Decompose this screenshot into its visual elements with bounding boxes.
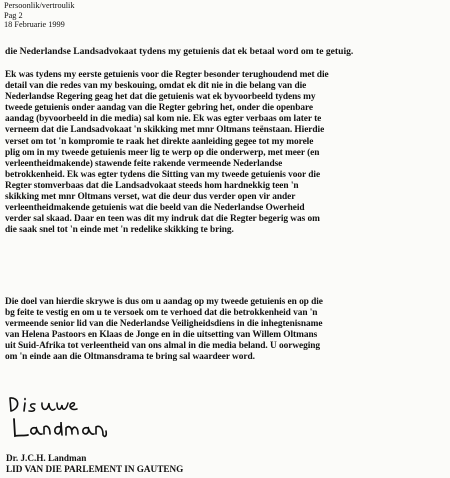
paragraph-line: detail van die redes van my beskouing, omdat ek dit nie in die belang van die (5, 81, 307, 92)
paragraph-line: aandag (byvoorbeeld in die media) sal kom nie. Ek was egter verbaas om later te (5, 114, 322, 125)
confidential-label: Persoonlik/vertroulik (4, 1, 75, 10)
paragraph-line: uit Suid-Afrika tot verleentheid van ons almal in die media beland. U oorweging (5, 341, 321, 352)
signatory-title: LID VAN DIE PARLEMENT IN GAUTENG (6, 464, 184, 474)
page-number: Pag 2 (4, 10, 23, 20)
handwritten-signature (6, 392, 126, 442)
paragraph-line: Die doel van hierdie skrywe is dus om u aandag op my tweede getuienis en op die (5, 297, 323, 307)
paragraph-line: Nederlandse Regering geag het dat die getuienis wat ek byvoorbeeld tydens my (5, 92, 316, 103)
paragraph-line: Regter stomverbaas dat die Landsadvokaat steeds hom hardnekkig teen 'n (5, 180, 299, 191)
intro-line: die Nederlandse Landsadvokaat tydens my getuienis dat ek betaal word om te getuig. (5, 46, 354, 57)
paragraph-line: om 'n einde aan die Oltmansdrama te bring sal waardeer word. (5, 352, 255, 363)
letter-date: 18 Februarie 1999 (4, 20, 65, 29)
paragraph-line: van Helena Pastoors en Klaas de Jonge en in die uitsetting van Willem Oltmans (5, 330, 318, 341)
paragraph-line: tweede getuienis onder aandag van die Regter gebring het, onder die openbare (5, 103, 314, 114)
paragraph-line: vermeende senior lid van die Nederlandse Veiligheidsdiens in die inhegtenisname (5, 319, 323, 330)
paragraph-line: verleentheidmakende getuienis wat die beeld van die Nederlandse Owerheid (5, 203, 305, 214)
signature-block (6, 453, 183, 475)
paragraph-line: verleentheidmakende) stawende feite rakende vermeende Nederlandse (5, 158, 283, 169)
paragraph-line: verset om tot 'n kompromie te raak het direkte aanleiding gegee tot my morele (5, 136, 314, 147)
paragraph-1 (5, 70, 447, 236)
paragraph-line: Ek was tydens my eerste getuienis voor die Regter besonder terughoudend met die (5, 70, 329, 80)
paragraph-line: verneem dat die Landsadvokaat 'n skikking met mnr Oltmans teënstaan. Hierdie (5, 125, 325, 136)
paragraph-line: bg feite te vestig en om u te versoek om te verhoed dat die betrokkenheid van 'n (5, 308, 318, 319)
paragraph-2 (5, 297, 447, 364)
letter-header (4, 1, 75, 30)
paragraph-line: verder sal skaad. Daar en teen was dit my indruk dat die Regter begerig was om (5, 214, 320, 225)
paragraph-line: skikking met mnr Oltmans verset, wat die deur dus verder open vir ander (5, 192, 296, 203)
signatory-name: Dr. J.C.H. Landman (6, 453, 87, 463)
paragraph-line: betrokkenheid. Ek was egter tydens die Sitting van my tweede getuienis voor die (5, 169, 321, 180)
paragraph-line: die saak snel tot 'n einde met 'n redelike skikking te bring. (5, 225, 234, 236)
paragraph-line: plig om in my tweede getuienis meer lig te werp op die onderwerp, met meer (en (5, 147, 320, 158)
